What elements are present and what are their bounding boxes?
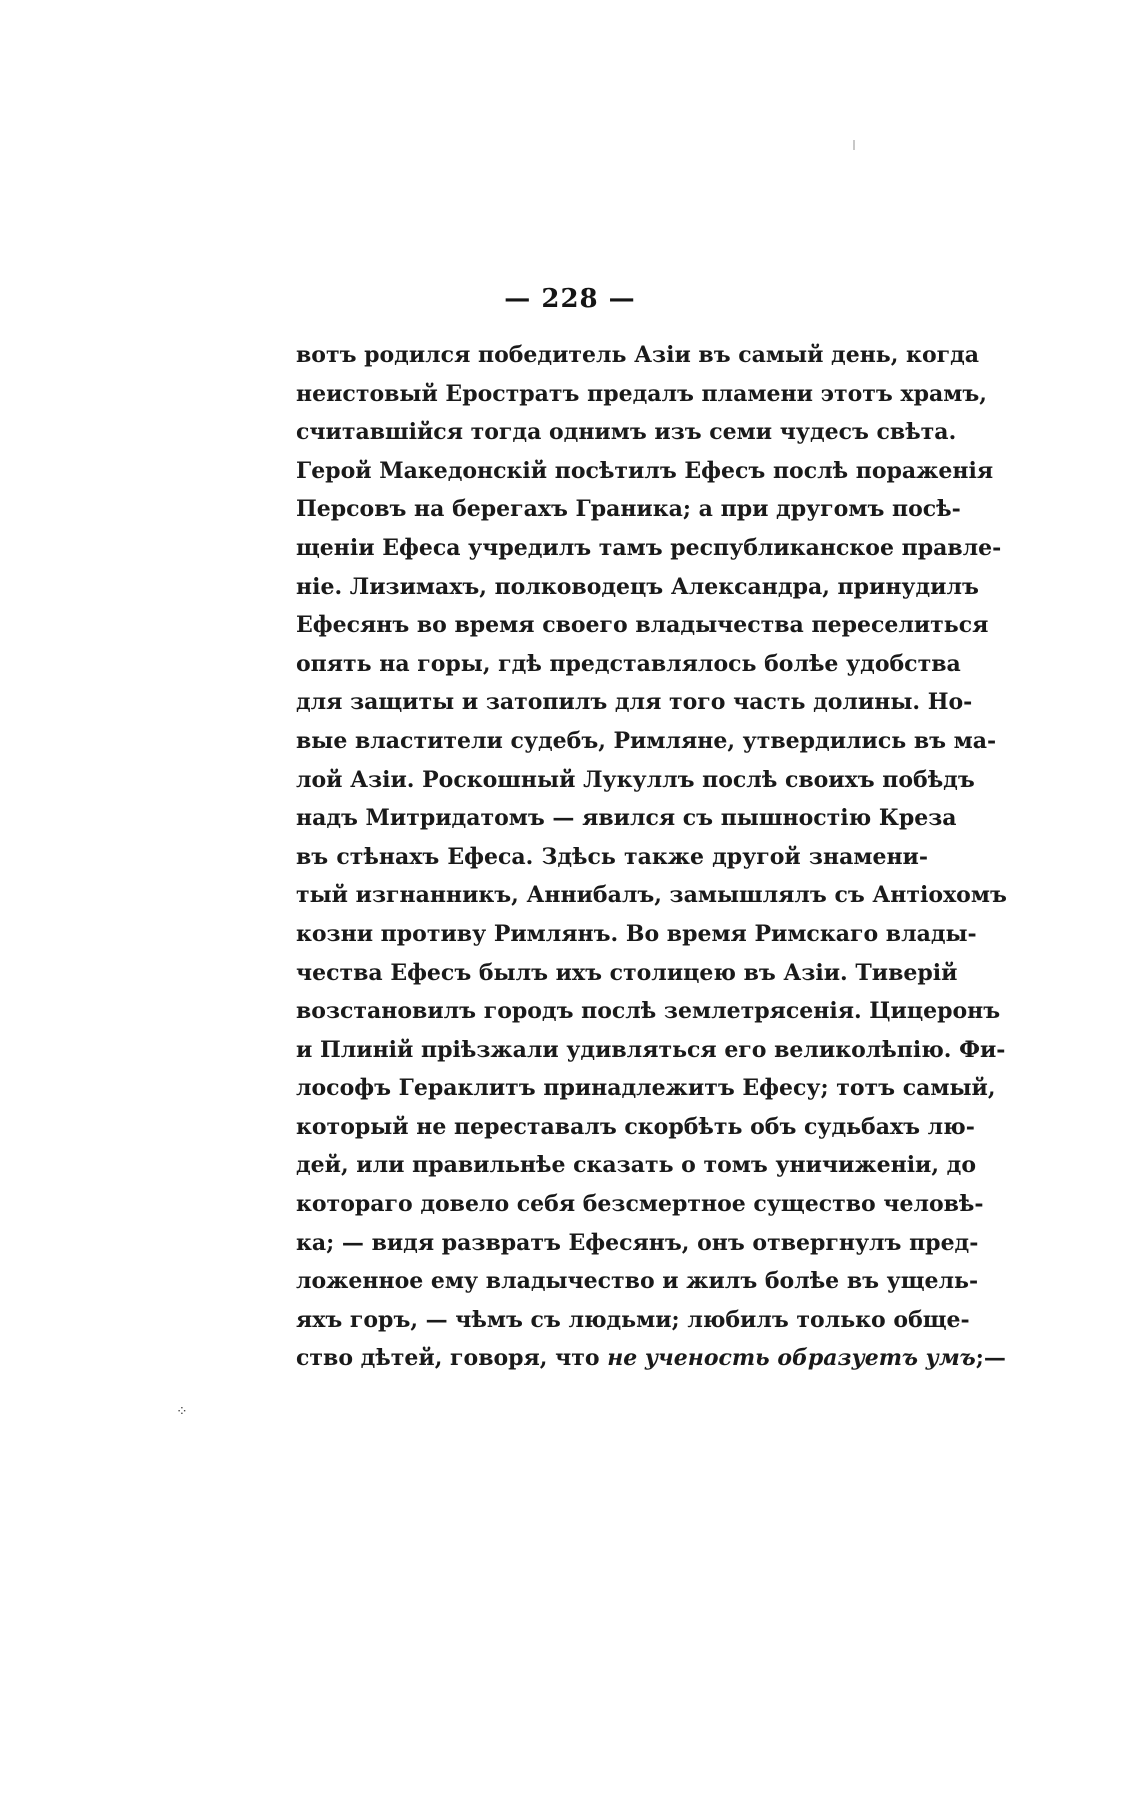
text-line: лой Азіи. Роскошный Лукуллъ послѣ своихъ побѣдъ: [296, 766, 975, 793]
text-line: чества Ефесъ былъ ихъ столицею въ Азіи. Тиверій: [296, 959, 958, 986]
text-line: опять на горы, гдѣ представлялось болѣе удобства: [296, 650, 961, 677]
text-line: вотъ родился победитель Азіи въ самый день, когда: [296, 342, 980, 368]
text-line: надъ Митридатомъ — явился съ пышностію Креза: [296, 805, 957, 832]
italic-quote: не ученость образуетъ умъ: [607, 1345, 976, 1372]
text-line-last: [296, 1339, 1006, 1378]
text-line: Персовъ на берегахъ Граника; а при другомъ посѣ-: [296, 496, 961, 523]
text-line: неистовый Еростратъ предалъ пламени этотъ храмъ,: [296, 380, 987, 407]
last-line-start: ство дѣтей, говоря, что: [296, 1345, 600, 1372]
text-line: для защиты и затопилъ для того часть долины. Но-: [296, 689, 973, 716]
text-line: считавшійся тогда однимъ изъ семи чудесъ свѣта.: [296, 419, 957, 446]
body-text: [296, 336, 1007, 1378]
text-line: ніе. Лизимахъ, полководецъ Александра, принудилъ: [296, 573, 979, 600]
text-line: Герой Македонскій посѣтилъ Ефесъ послѣ пораженія: [296, 457, 994, 484]
text-line: яхъ горъ, — чѣмъ съ людьми; любилъ только обще-: [296, 1306, 970, 1333]
text-line: ложенное ему владычество и жилъ болѣе въ ущель-: [296, 1268, 979, 1295]
text-line: тый изгнанникъ, Аннибалъ, замышлялъ съ Антіохомъ: [296, 882, 1007, 909]
text-line: Ефесянъ во время своего владычества переселиться: [296, 612, 989, 639]
text-line: щеніи Ефеса учредилъ тамъ республиканское правле-: [296, 534, 1002, 561]
text-line: вые властители судебъ, Римляне, утвердились въ ма-: [296, 727, 997, 754]
last-line-end: ;—: [975, 1345, 1006, 1372]
margin-mark: ⁘: [176, 1404, 188, 1420]
page-number: — 228 —: [504, 284, 636, 314]
text-line: козни противу Римлянъ. Во время Римскаго влады-: [296, 920, 977, 947]
text-line: который не переставалъ скорбѣть объ судьбахъ лю-: [296, 1113, 975, 1140]
text-line: въ стѣнахъ Ефеса. Здѣсь также другой знамени-: [296, 843, 928, 870]
text-line: котораго довело себя безсмертное существо человѣ-: [296, 1191, 984, 1218]
text-line: ка; — видя развратъ Ефесянъ, онъ отвергнулъ пред-: [296, 1229, 979, 1256]
text-line: дей, или правильнѣе сказать о томъ уничиженіи, до: [296, 1152, 977, 1179]
text-line: возстановилъ городъ послѣ землетрясенія. Цицеронъ: [296, 998, 1001, 1025]
text-line: лософъ Гераклитъ принадлежитъ Ефесу; тотъ самый,: [296, 1075, 996, 1102]
text-line: и Плиній пріѣзжали удивляться его великолѣпію. Фи-: [296, 1036, 1006, 1063]
scan-speck: [853, 140, 855, 150]
